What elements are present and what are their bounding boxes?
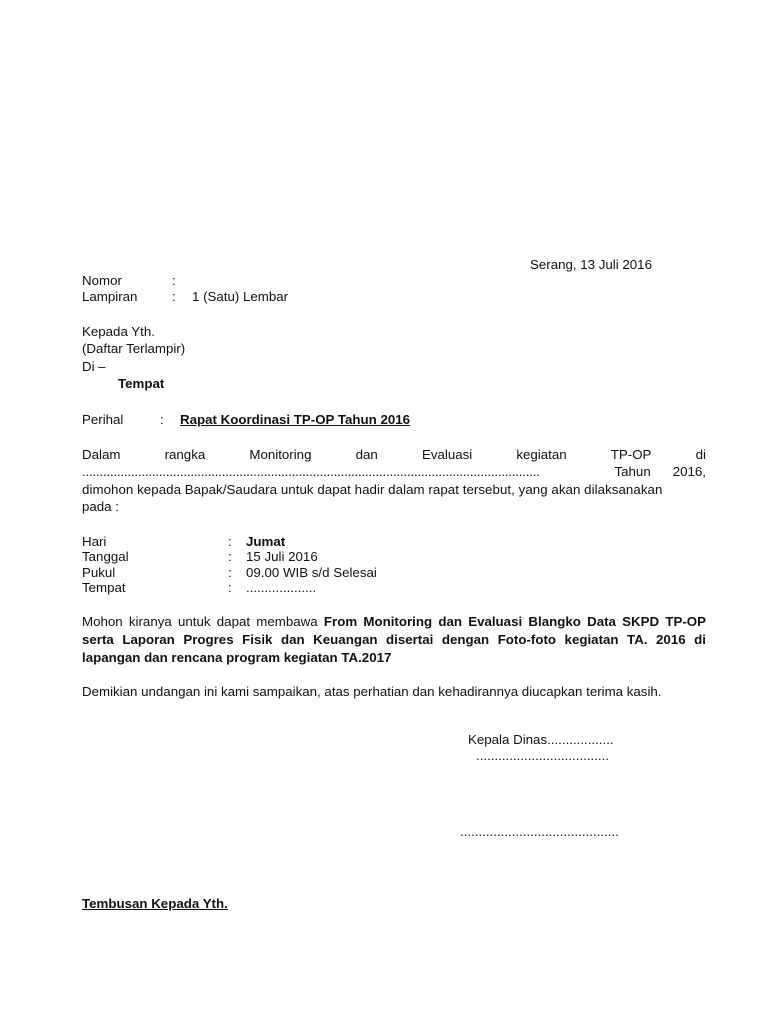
nomor-colon: :: [172, 273, 176, 288]
perihal-label: Perihal: [82, 412, 124, 427]
schedule-label-pukul: Pukul: [82, 565, 116, 580]
recipient-place: Tempat: [118, 376, 165, 391]
signature-subtitle: ....................................: [476, 748, 609, 763]
intro-word: kegiatan: [516, 447, 567, 462]
schedule-value-tempat: ...................: [246, 580, 317, 595]
intro-word: Dalam: [82, 447, 121, 462]
perihal-subject: Rapat Koordinasi TP-OP Tahun 2016: [180, 412, 411, 427]
letter-date: Serang, 13 Juli 2016: [530, 257, 652, 272]
schedule-colon: :: [228, 580, 232, 595]
intro-word: di: [695, 447, 706, 462]
request-lead: Mohon kiranya untuk dapat membawa: [82, 614, 324, 629]
intro-line-2: [82, 464, 706, 480]
nomor-label: Nomor: [82, 273, 122, 288]
cc-heading: Tembusan Kepada Yth.: [82, 896, 228, 911]
intro-line-4: pada :: [82, 499, 119, 514]
schedule-label-hari: Hari: [82, 534, 107, 549]
recipient-line-3: Di –: [82, 359, 106, 374]
schedule-label-tempat: Tempat: [82, 580, 126, 595]
intro-line-1: [82, 447, 706, 463]
request-items: From Monitoring dan Evaluasi Blangko Data SKPD TP-OP serta Laporan Progres Fisik dan Keuangan disertai dengan Foto-foto kegiatan TA. 2016 di lapangan dan rencana program kegiatan TA.2017: [82, 614, 707, 665]
recipient-line-1: Kepada Yth.: [82, 324, 155, 339]
intro-word: rangka: [164, 447, 206, 462]
schedule-colon: :: [228, 565, 232, 580]
schedule-value-pukul: 09.00 WIB s/d Selesai: [246, 565, 377, 580]
signature-name: ...........................................: [460, 824, 619, 839]
schedule-colon: :: [228, 534, 232, 549]
intro-word: 2016,: [672, 464, 706, 479]
intro-year-group: [614, 464, 706, 480]
request-paragraph: [82, 613, 706, 667]
intro-line-3: dimohon kepada Bapak/Saudara untuk dapat hadir dalam rapat tersebut, yang akan dilaksanakan: [82, 482, 663, 497]
schedule-value-tanggal: 15 Juli 2016: [246, 549, 318, 564]
closing-sentence: Demikian undangan ini kami sampaikan, atas perhatian dan kehadirannya diucapkan terima kasih.: [82, 684, 662, 699]
schedule-value-hari: Jumat: [246, 534, 286, 549]
schedule-label-tanggal: Tanggal: [82, 549, 129, 564]
signature-title: Kepala Dinas..................: [468, 732, 614, 747]
lampiran-label: Lampiran: [82, 289, 138, 304]
lampiran-colon: :: [172, 289, 176, 304]
lampiran-value: 1 (Satu) Lembar: [192, 289, 289, 304]
recipient-line-2: (Daftar Terlampir): [82, 341, 186, 356]
schedule-colon: :: [228, 549, 232, 564]
intro-word: Evaluasi: [421, 447, 473, 462]
intro-word: dan: [355, 447, 378, 462]
perihal-colon: :: [160, 412, 164, 427]
intro-word: TP-OP: [610, 447, 652, 462]
intro-word: Tahun: [614, 464, 651, 479]
intro-dots: ...................................................................................................................................: [82, 464, 540, 479]
intro-word: Monitoring: [249, 447, 312, 462]
